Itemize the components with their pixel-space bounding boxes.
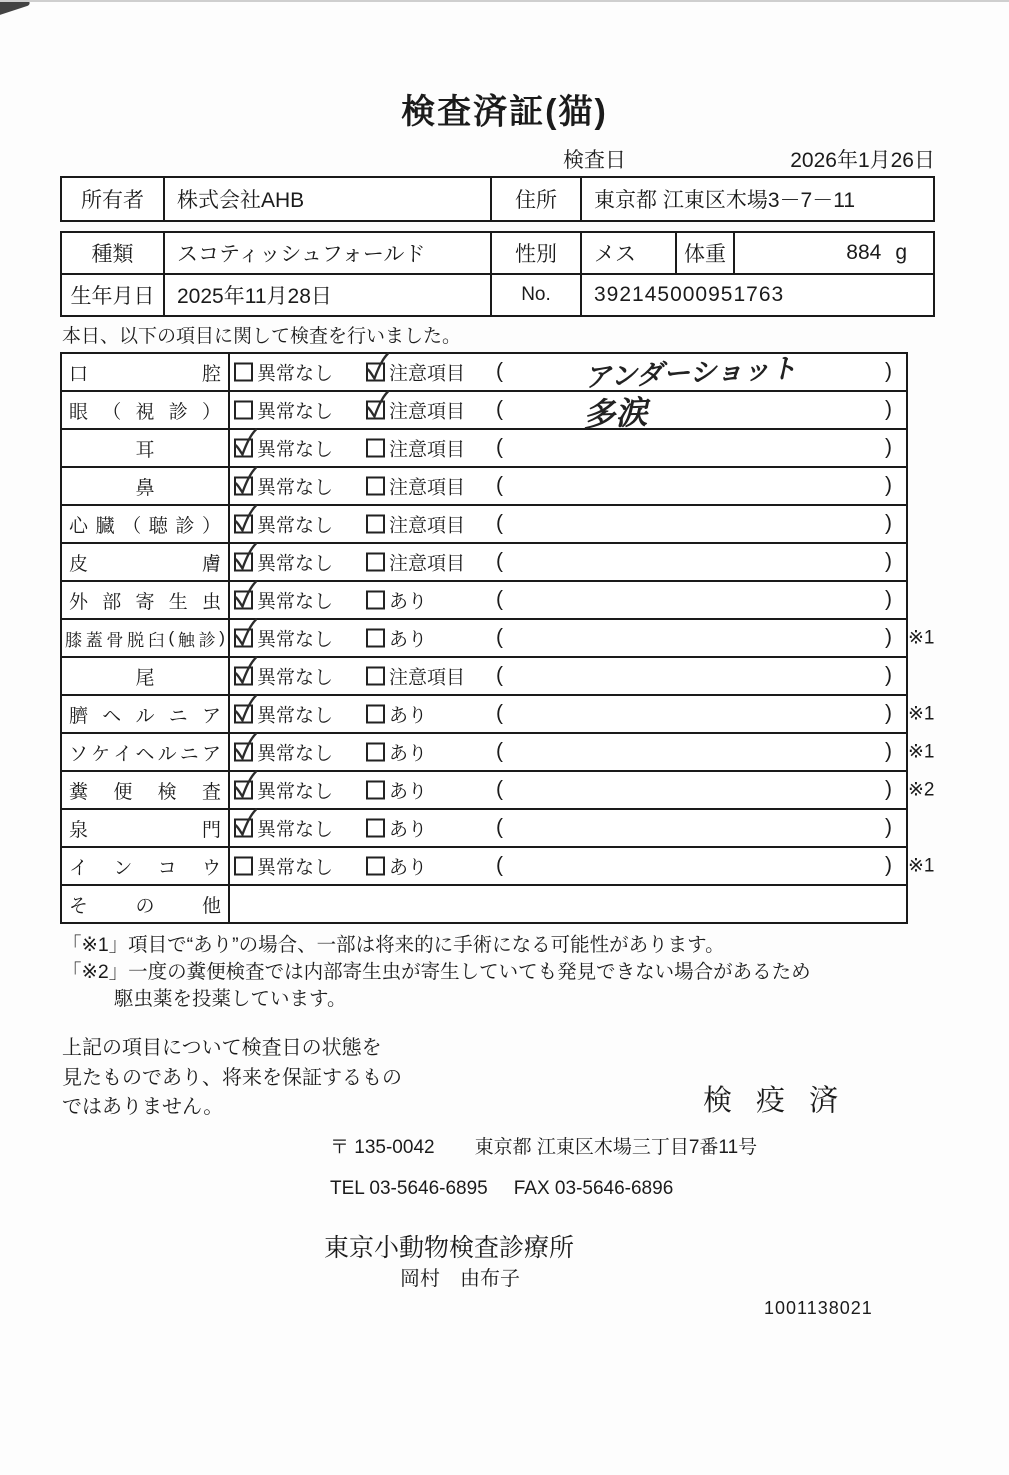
option-no-abnormality [234, 511, 333, 538]
checkbox-icon [234, 401, 253, 420]
weight-value: 884 [846, 241, 882, 264]
staff-name: 岡村 由布子 [400, 1268, 520, 1290]
option-no-abnormality [234, 815, 333, 842]
exam-table [60, 352, 935, 924]
clinic-postal-line [330, 1132, 757, 1159]
paren-close-icon: ) [885, 853, 892, 877]
paren-open-icon: ( [496, 663, 503, 687]
owner-label: 所有者 [62, 178, 165, 220]
option-label: あり [389, 629, 428, 651]
clinic-postal-code: 〒 135-0042 [330, 1137, 435, 1158]
paren-close-icon: ) [885, 739, 892, 763]
exam-row [62, 734, 935, 772]
clinic-telfax-line [330, 1178, 673, 1200]
option-label: 異常なし [257, 363, 334, 385]
exam-row-content [230, 544, 906, 580]
option-no-abnormality [234, 701, 333, 728]
exam-row [62, 658, 906, 696]
exam-row [62, 468, 906, 506]
option-caution [366, 359, 465, 386]
exam-row [62, 392, 906, 433]
footnote-marker: ※2 [908, 779, 935, 801]
exam-row-content [230, 392, 906, 433]
checkbox-icon [366, 705, 385, 724]
exam-row-content [230, 848, 935, 884]
option-caution [366, 435, 465, 462]
handwritten-note [503, 668, 878, 684]
option-caution [366, 739, 427, 766]
option-label: あり [389, 819, 428, 841]
exam-row-content [230, 810, 906, 846]
checkbox-icon [366, 477, 385, 496]
clinic-fax: FAX 03-5646-6896 [513, 1178, 674, 1199]
exam-item-label: 尾 [62, 658, 230, 694]
disclaimer-line-2: 見たものであり、将来を保証するもの [62, 1066, 402, 1089]
exam-row-content [230, 582, 906, 618]
paren-open-icon: ( [496, 511, 503, 535]
clinic-name: 東京小動物検査診療所 [324, 1234, 575, 1262]
option-label: 異常なし [257, 401, 334, 423]
handwritten-note [503, 478, 878, 494]
option-caution [366, 625, 427, 652]
microchip-no-label: No. [492, 275, 582, 315]
option-caution [366, 397, 465, 424]
handwritten-note [503, 630, 878, 646]
footnote-marker: ※1 [908, 627, 935, 649]
option-no-abnormality [234, 625, 333, 652]
paren-open-icon: ( [496, 359, 503, 383]
option-label: 注意項目 [389, 363, 466, 385]
checkbox-icon [234, 477, 253, 496]
checkbox-icon [366, 781, 385, 800]
checkbox-icon [366, 857, 385, 876]
paren-close-icon: ) [885, 587, 892, 611]
handwritten-note [503, 516, 878, 532]
option-caution [366, 587, 427, 614]
option-caution [366, 473, 465, 500]
checkbox-icon [234, 629, 253, 648]
exam-row-content [230, 506, 906, 542]
exam-item-label: 皮 膚 [62, 544, 230, 580]
weight-unit: g [895, 241, 907, 264]
microchip-no-value: 392145000951763 [594, 283, 785, 306]
handwritten-note [503, 782, 878, 798]
option-label: あり [389, 705, 428, 727]
exam-item-label: 臍 ヘ ル ニ ア [62, 696, 230, 732]
paren-close-icon: ) [885, 625, 892, 649]
exam-item-label: 鼻 [62, 468, 230, 504]
checkbox-icon [234, 515, 253, 534]
exam-item-label: 外 部 寄 生 虫 [62, 582, 230, 618]
paren-open-icon: ( [496, 473, 503, 497]
option-label: 注意項目 [389, 515, 466, 537]
sex-value: メス [582, 233, 677, 273]
paren-close-icon: ) [885, 359, 892, 383]
handwritten-note [503, 554, 878, 570]
option-no-abnormality [234, 739, 333, 766]
option-label: あり [389, 781, 428, 803]
clinic-address: 東京都 江東区木場三丁目7番11号 [474, 1137, 758, 1158]
exam-row-content [230, 696, 935, 732]
option-label: 異常なし [257, 819, 334, 841]
paren-open-icon: ( [496, 549, 503, 573]
handwritten-note [503, 858, 878, 874]
paren-close-icon: ) [885, 397, 892, 421]
checkbox-icon [366, 819, 385, 838]
option-label: 異常なし [257, 781, 334, 803]
checkbox-icon [234, 439, 253, 458]
option-caution [366, 853, 427, 880]
exam-item-label: 糞 便 検 査 [62, 772, 230, 808]
exam-item-label: 耳 [62, 430, 230, 466]
serial-number: 1001138021 [764, 1298, 873, 1318]
option-no-abnormality [234, 473, 333, 500]
footnote-marker: ※1 [908, 703, 935, 725]
exam-item-label: そ の 他 [62, 886, 230, 922]
paren-close-icon: ) [885, 815, 892, 839]
paren-close-icon: ) [885, 549, 892, 573]
weight-label: 体重 [677, 233, 735, 273]
exam-item-label: 心 臓 （ 聴 診 ） [62, 506, 230, 542]
option-caution [366, 511, 465, 538]
option-label: 異常なし [257, 439, 334, 461]
checkbox-icon [366, 363, 385, 382]
option-label: 注意項目 [389, 401, 466, 423]
option-caution [366, 777, 427, 804]
checkbox-icon [234, 705, 253, 724]
sex-label: 性別 [492, 233, 582, 273]
paren-close-icon: ) [885, 435, 892, 459]
checkbox-icon [366, 591, 385, 610]
paren-close-icon: ) [885, 701, 892, 725]
owner-value: 株式会社AHB [165, 178, 492, 220]
exam-row [62, 430, 906, 468]
paren-open-icon: ( [496, 815, 503, 839]
option-no-abnormality [234, 549, 333, 576]
checkbox-icon [234, 591, 253, 610]
handwritten-note [503, 820, 878, 836]
exam-row [62, 620, 935, 658]
paren-close-icon: ) [885, 777, 892, 801]
exam-row [62, 848, 935, 886]
option-caution [366, 549, 465, 576]
exam-item-label: イ ン コ ウ [62, 848, 230, 884]
breed-label: 種類 [62, 233, 165, 273]
handwritten-note [503, 896, 878, 912]
footnote-marker: ※1 [908, 741, 935, 763]
handwritten-note [503, 744, 878, 760]
option-caution [366, 701, 427, 728]
checkbox-icon [366, 439, 385, 458]
paren-open-icon: ( [496, 777, 503, 801]
pet-info-box [60, 231, 935, 317]
option-no-abnormality [234, 663, 333, 690]
option-no-abnormality [234, 359, 333, 386]
handwritten-note [503, 592, 878, 608]
owner-box [60, 176, 935, 222]
option-label: 注意項目 [389, 553, 466, 575]
handwritten-note: 多涙 [582, 394, 648, 433]
footnote-marker: ※1 [908, 855, 935, 877]
option-caution [366, 663, 465, 690]
paren-open-icon: ( [496, 625, 503, 649]
option-no-abnormality [234, 397, 333, 424]
scan-artifact [0, 0, 30, 18]
handwritten-note [503, 706, 878, 722]
checkbox-icon [366, 515, 385, 534]
exam-item-label: 膝 蓋 骨 脱 臼 ( 触 診 ) [62, 620, 230, 656]
exam-row [62, 772, 935, 810]
option-label: 異常なし [257, 743, 334, 765]
option-label: あり [389, 743, 428, 765]
checkbox-icon [234, 781, 253, 800]
option-no-abnormality [234, 587, 333, 614]
exam-item-label: 口 腔 [62, 354, 230, 390]
checkbox-icon [234, 553, 253, 572]
paren-open-icon: ( [496, 435, 503, 459]
handwritten-note [503, 440, 878, 456]
exam-row-content [230, 734, 935, 770]
exam-row-content [230, 468, 906, 504]
breed-value: スコティッシュフォールド [165, 233, 492, 273]
exam-row [62, 696, 935, 734]
clinic-tel: TEL 03-5646-6895 [330, 1178, 488, 1199]
option-label: 異常なし [257, 667, 334, 689]
weight-value-cell [735, 233, 933, 273]
option-label: あり [389, 857, 428, 879]
quarantine-stamp: 検 疫 済 [703, 1085, 847, 1117]
paren-open-icon: ( [496, 853, 503, 877]
address-value: 東京都 江東区木場3－7－11 [594, 189, 855, 212]
checkbox-icon [366, 667, 385, 686]
checkbox-icon [234, 857, 253, 876]
option-label: 異常なし [257, 629, 334, 651]
option-label: 注意項目 [389, 477, 466, 499]
page-title: 検査済証(猫) [401, 93, 608, 131]
exam-row-content [230, 430, 906, 466]
birthdate-value: 2025年11月28日 [165, 275, 492, 315]
inspection-date-value: 2026年1月26日 [790, 149, 935, 172]
option-label: 異常なし [257, 477, 334, 499]
exam-row-content [230, 772, 935, 808]
option-label: 注意項目 [389, 439, 466, 461]
paren-close-icon: ) [885, 511, 892, 535]
birthdate-label: 生年月日 [62, 275, 165, 315]
checkbox-icon [234, 667, 253, 686]
option-label: 異常なし [257, 705, 334, 727]
exam-row [62, 506, 906, 544]
option-label: あり [389, 591, 428, 613]
option-no-abnormality [234, 777, 333, 804]
checkbox-icon [366, 553, 385, 572]
paren-open-icon: ( [496, 587, 503, 611]
paren-close-icon: ) [885, 473, 892, 497]
inspection-date-label: 検査日 [563, 149, 626, 172]
intro-text: 本日、以下の項目に関して検査を行いました。 [62, 326, 462, 347]
address-label: 住所 [492, 178, 582, 220]
disclaimer-block [62, 1034, 402, 1123]
exam-row [62, 544, 906, 582]
option-label: 異常なし [257, 515, 334, 537]
handwritten-note: アンダーショット [583, 353, 798, 393]
checkbox-icon [234, 819, 253, 838]
paren-close-icon: ) [885, 663, 892, 687]
exam-row-content [230, 620, 935, 656]
scan-edge-line [0, 0, 1009, 2]
checkbox-icon [234, 743, 253, 762]
footnote-2: 「※2」一度の糞便検査では内部寄生虫が寄生していても発見できない場合があるため [62, 961, 811, 983]
option-label: 異常なし [257, 553, 334, 575]
exam-item-label: ソ ケ イ ヘ ル ニ ア [62, 734, 230, 770]
paren-open-icon: ( [496, 397, 503, 421]
footnote-1: 「※1」項目で“あり”の場合、一部は将来的に手術になる可能性があります。 [62, 934, 725, 956]
exam-row [62, 582, 906, 620]
exam-item-label: 眼 （ 視 診 ） [62, 392, 230, 428]
exam-row [62, 886, 906, 922]
checkbox-icon [366, 743, 385, 762]
option-no-abnormality [234, 853, 333, 880]
paren-open-icon: ( [496, 701, 503, 725]
option-label: 注意項目 [389, 667, 466, 689]
disclaimer-line-1: 上記の項目について検査日の状態を [62, 1037, 382, 1059]
option-label: 異常なし [257, 591, 334, 613]
footnote-2-continued: 駆虫薬を投薬しています。 [114, 988, 347, 1010]
checkbox-icon [366, 629, 385, 648]
disclaimer-line-3: ではありません。 [62, 1096, 224, 1118]
exam-item-label: 泉 門 [62, 810, 230, 846]
exam-row-content [230, 886, 906, 922]
footnotes-block [62, 932, 811, 1013]
exam-row [62, 810, 906, 848]
option-label: 異常なし [257, 857, 334, 879]
paren-open-icon: ( [496, 739, 503, 763]
exam-row-content [230, 658, 906, 694]
option-no-abnormality [234, 435, 333, 462]
checkbox-icon [366, 401, 385, 420]
checkbox-icon [234, 363, 253, 382]
option-caution [366, 815, 427, 842]
